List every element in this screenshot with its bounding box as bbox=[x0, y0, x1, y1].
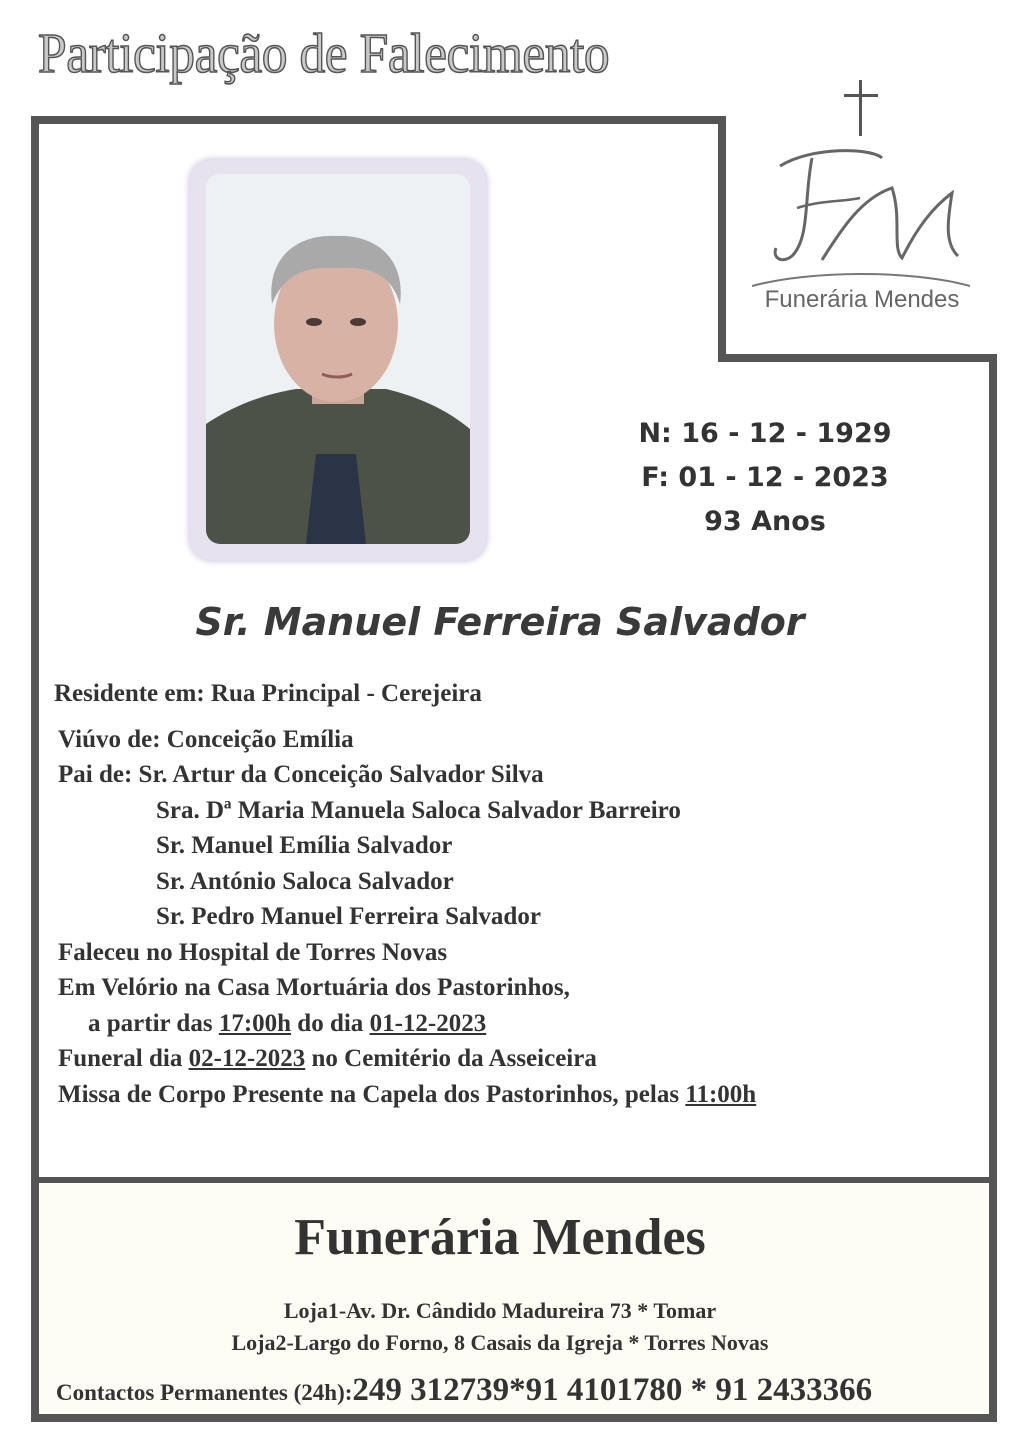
details-block bbox=[54, 676, 954, 1112]
deceased-name: Sr. Manuel Ferreira Salvador bbox=[195, 600, 805, 644]
portrait-photo bbox=[206, 174, 470, 544]
age: 93 Anos bbox=[704, 506, 826, 537]
footer-address-1: Loja1-Av. Dr. Cândido Madureira 73 * Tomar bbox=[283, 1298, 717, 1323]
birth-date: N: 16 - 12 - 1929 bbox=[638, 418, 892, 449]
footer-address-2: Loja2-Largo do Forno, 8 Casais da Igreja * Torres Novas bbox=[231, 1330, 769, 1355]
child-name: Sr. Pedro Manuel Ferreira Salvador bbox=[156, 903, 541, 930]
funeraria-logo-monogram bbox=[752, 138, 970, 288]
father-of-line bbox=[54, 757, 954, 793]
funeraria-logo-text: Funerária Mendes bbox=[764, 286, 960, 313]
child-name: Sr. Manuel Emília Salvador bbox=[156, 832, 453, 859]
footer-company-name: Funerária Mendes bbox=[294, 1209, 706, 1266]
child-name: Sra. Dª Maria Manuela Saloca Salvador Barreiro bbox=[156, 796, 681, 824]
wake-time: 17:00h bbox=[218, 1009, 292, 1037]
child-name: Sr. Artur da Conceição Salvador Silva bbox=[138, 761, 544, 788]
funeral-suffix: no Cemitério da Asseiceira bbox=[305, 1045, 597, 1072]
wake-from-prefix: a partir das bbox=[88, 1009, 219, 1037]
died-at-line: Faleceu no Hospital de Torres Novas bbox=[58, 938, 448, 966]
footer-contacts bbox=[56, 1372, 872, 1409]
dates-block bbox=[620, 412, 910, 544]
child-name: Sr. António Saloca Salvador bbox=[156, 867, 454, 895]
mass-prefix: Missa de Corpo Presente na Capela dos Pastorinhos, pelas bbox=[58, 1080, 686, 1108]
death-date: F: 01 - 12 - 2023 bbox=[641, 462, 889, 493]
wake-time-line bbox=[54, 1006, 954, 1042]
funeral-line bbox=[54, 1041, 954, 1077]
portrait-photo-frame bbox=[190, 160, 486, 560]
contacts-label: Contactos Permanentes (24h): bbox=[56, 1380, 353, 1405]
wake-line: Em Velório na Casa Mortuária dos Pastorinhos, bbox=[58, 974, 570, 1001]
father-of-label: Pai de: bbox=[58, 761, 139, 788]
wake-date: 01-12-2023 bbox=[369, 1009, 487, 1037]
mass-time: 11:00h bbox=[685, 1080, 757, 1108]
widower-line: Viúvo de: Conceição Emília bbox=[58, 725, 354, 753]
mass-line bbox=[54, 1077, 954, 1113]
funeral-date: 02-12-2023 bbox=[188, 1045, 306, 1072]
funeral-prefix: Funeral dia bbox=[58, 1045, 189, 1072]
page-title: Participação de Falecimento bbox=[38, 23, 610, 85]
cross-icon bbox=[844, 80, 878, 136]
residence-line: Residente em: Rua Principal - Cerejeira bbox=[54, 680, 482, 707]
wake-day-prefix: do dia bbox=[291, 1009, 370, 1037]
contacts-numbers: 249 312739*91 4101780 * 91 2433366 bbox=[352, 1372, 873, 1408]
